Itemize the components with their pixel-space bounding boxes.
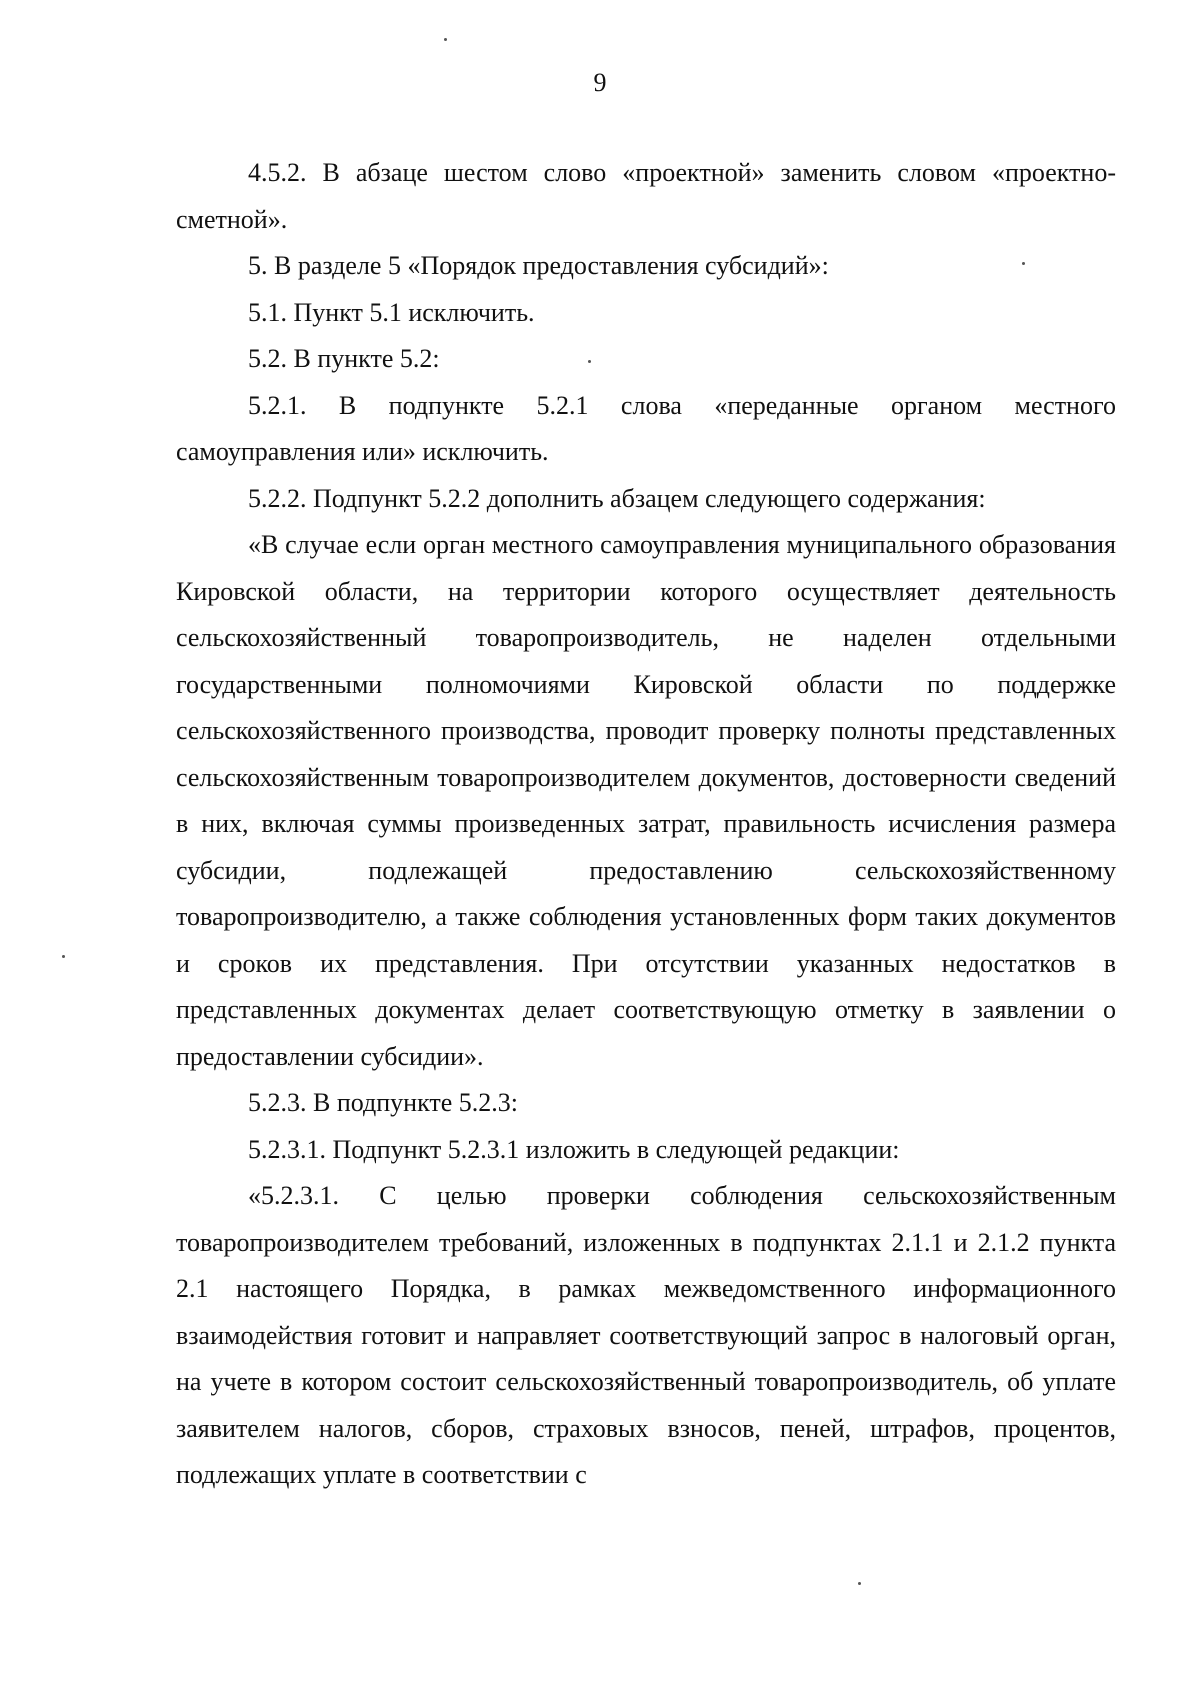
paragraph-5-2-3: 5.2.3. В подпункте 5.2.3: — [248, 1088, 518, 1117]
paragraph-quote-inserted-text: «В случае если орган местного самоуправления муниципального образования Кировской области, на территории которого осуществляет деятельность сельскохозяйственный товаропроизводитель, не наделен отдельными государственными полномочиями Кировской области по поддержке сельскохозяйственного производства, проводит проверку полноты представленных сельскохозяйственным товаропроизводителем документов, достоверности сведений в них, включая суммы произведенных затрат, правильность исчисления размера субсидии, подлежащей предоставлению сельскохозяйственному товаропроизводителю, а также соблюдения установленных форм таких документов и сроков их представления. При отсутствии указанных недостатков в представленных документах делает соответствующую отметку в заявлении о предоставлении субсидии». — [176, 530, 1116, 1071]
document-body — [176, 150, 1116, 1499]
paragraph-quote-5-2-3-1: «5.2.3.1. С целью проверки соблюдения сельскохозяйственным товаропроизводителем требований, изложенных в подпунктах 2.1.1 и 2.1.2 пункта 2.1 настоящего Порядка, в рамках межведомственного информационного взаимодействия готовит и направляет соответствующий запрос в налоговый орган, на учете в котором состоит сельскохозяйственный товаропроизводитель, об уплате заявителем налогов, сборов, страховых взносов, пеней, штрафов, процентов, подлежащих уплате в соответствии с — [176, 1181, 1116, 1489]
scan-speck — [858, 1582, 861, 1585]
page-number: 9 — [593, 68, 607, 97]
paragraph-5-2-2: 5.2.2. Подпункт 5.2.2 дополнить абзацем следующего содержания: — [248, 483, 986, 513]
paragraph-5-2-3-1: 5.2.3.1. Подпункт 5.2.3.1 изложить в следующей редакции: — [248, 1134, 900, 1164]
scan-speck — [1022, 262, 1025, 265]
scan-speck — [444, 38, 447, 41]
paragraph-section-5: 5. В разделе 5 «Порядок предоставления субсидий»: — [248, 251, 829, 280]
scan-speck — [588, 360, 591, 363]
paragraph-4-5-2: 4.5.2. В абзаце шестом слово «проектной» заменить словом «проектно-сметной». — [176, 158, 1116, 234]
scan-speck — [62, 955, 65, 958]
paragraph-5-1: 5.1. Пункт 5.1 исключить. — [248, 297, 535, 327]
paragraph-5-2-1: 5.2.1. В подпункте 5.2.1 слова «переданные органом местного самоуправления или» исключить. — [176, 390, 1116, 466]
paragraph-5-2: 5.2. В пункте 5.2: — [248, 344, 440, 373]
